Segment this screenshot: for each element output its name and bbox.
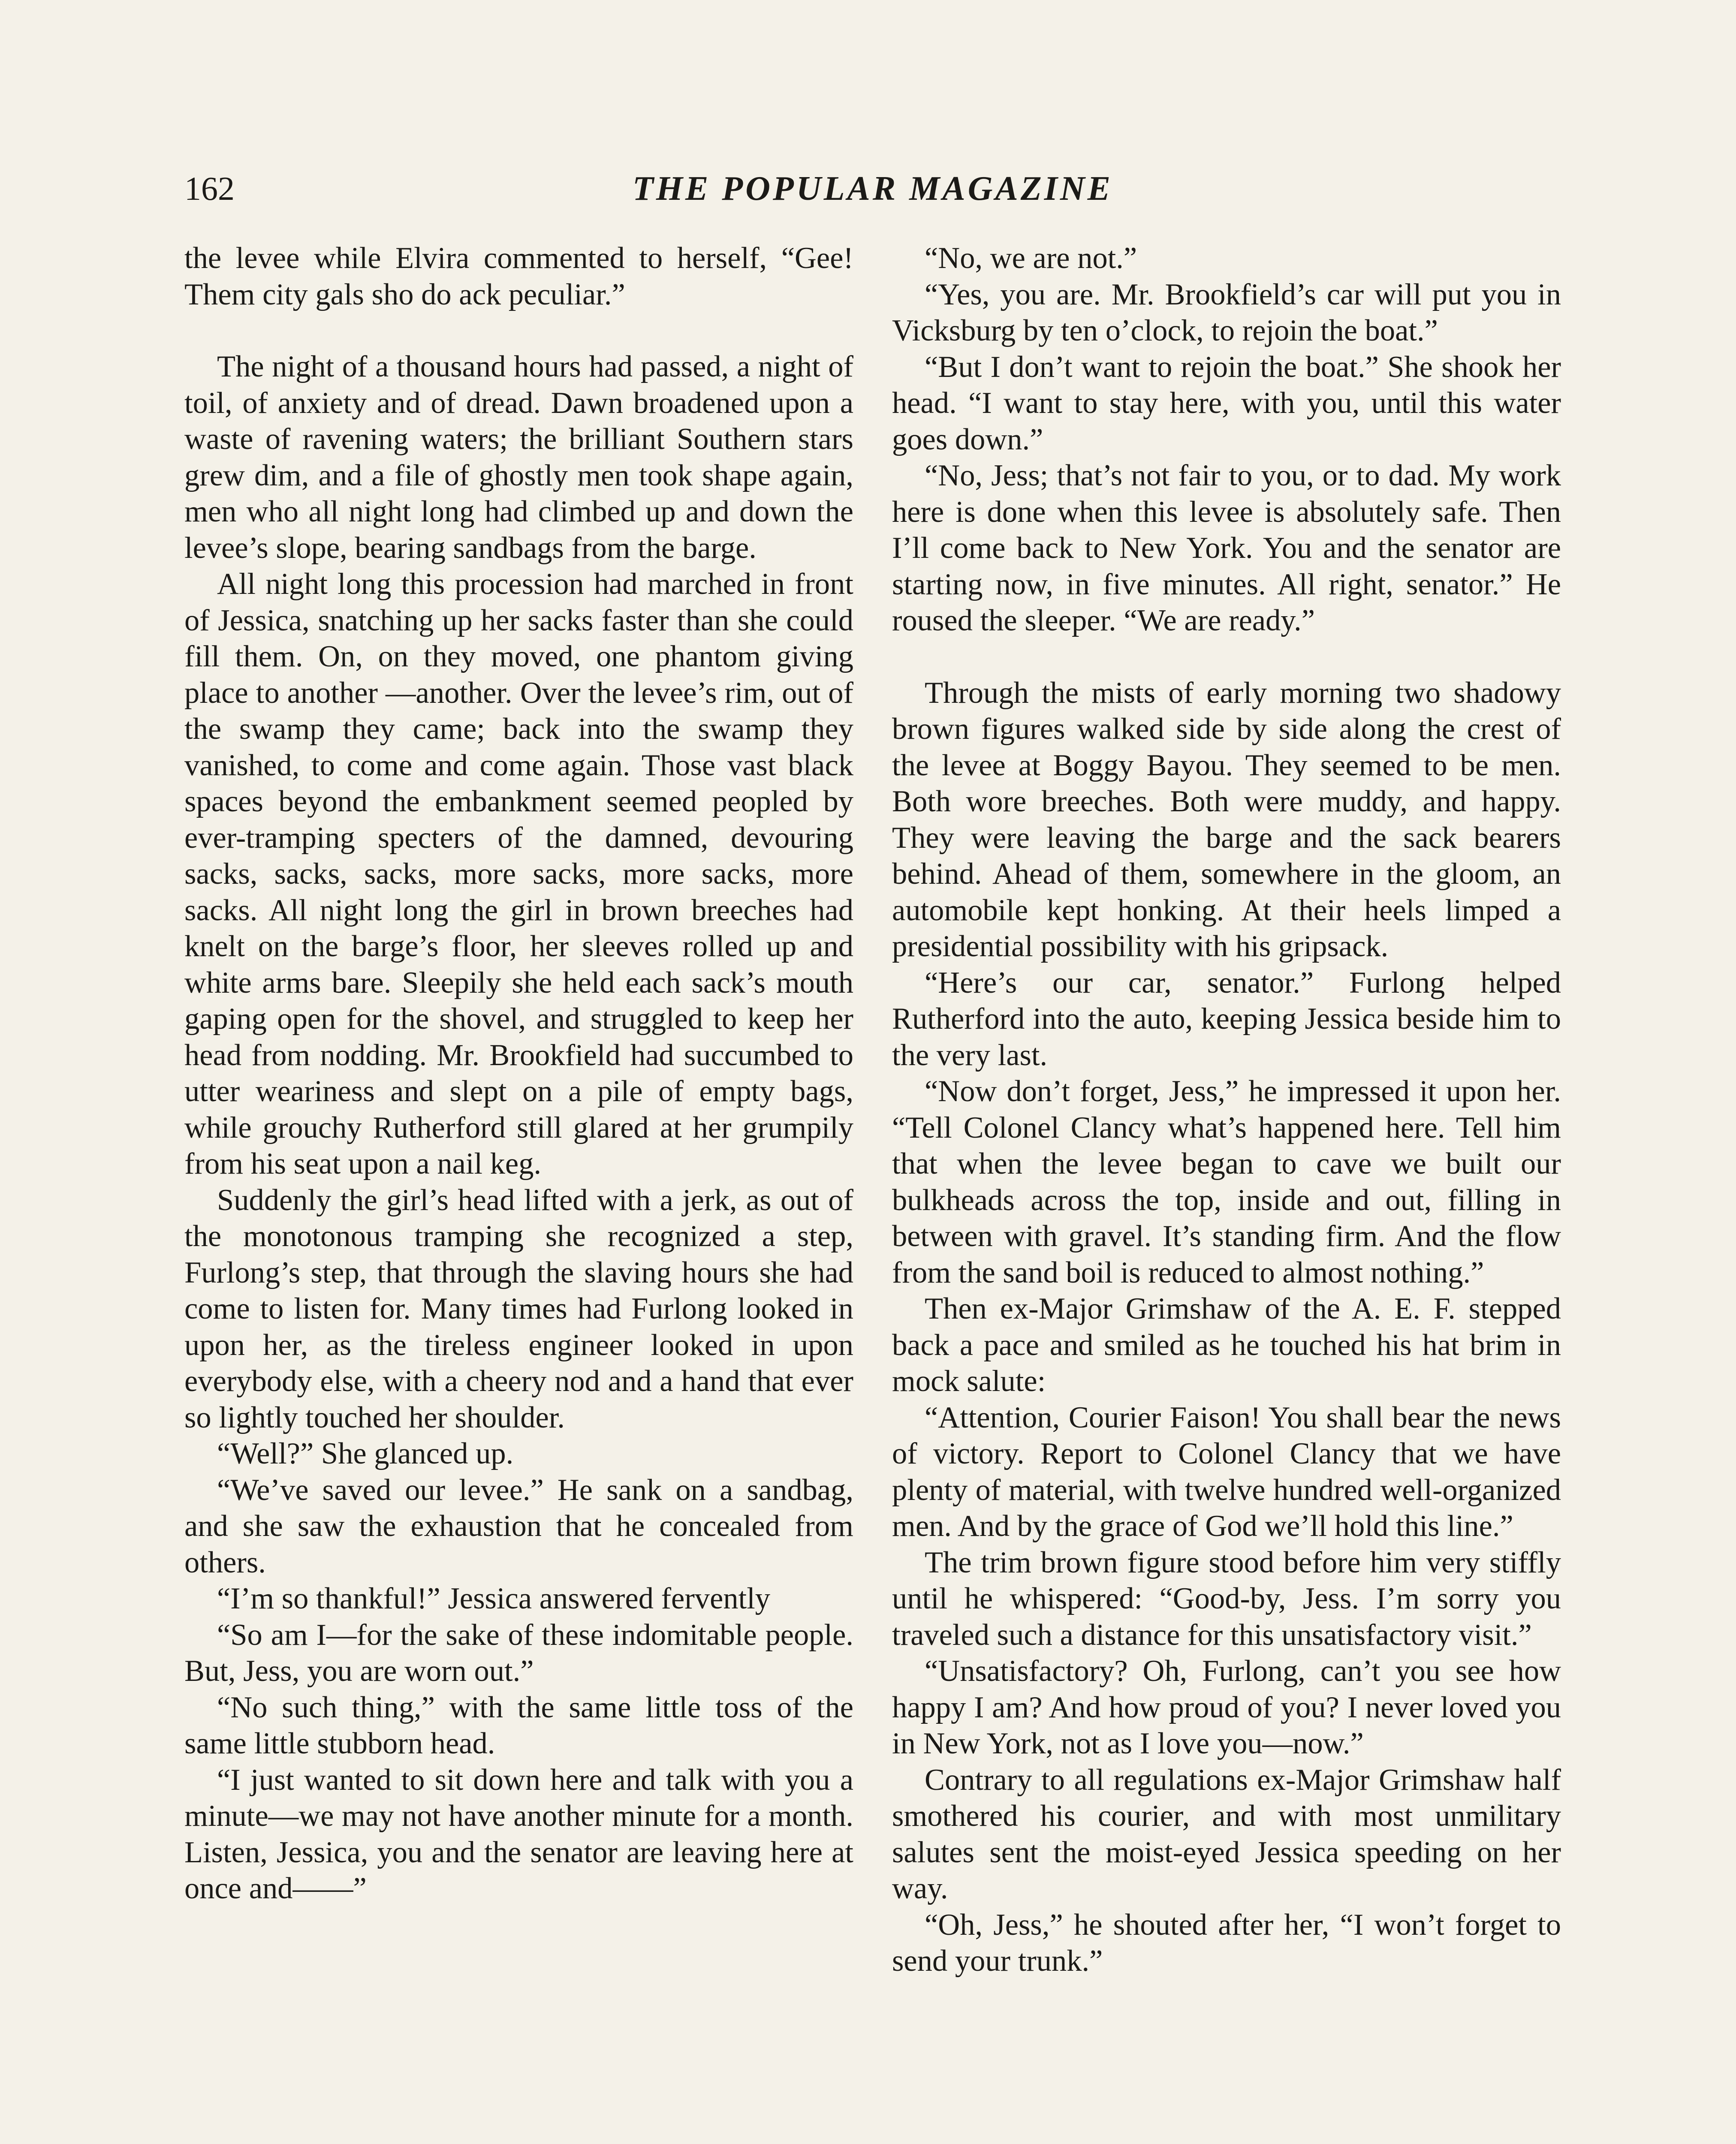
paragraph: “I just wanted to sit down here and talk with you a minute—we may not have another minute for a month. Listen, Jessica, you and the senator are leaving here at once and——” bbox=[184, 1763, 853, 1905]
page-number: 162 bbox=[184, 170, 235, 207]
paragraph: “I’m so thankful!” Jessica answered fervently bbox=[217, 1582, 771, 1615]
paragraph: “We’ve saved our levee.” He sank on a sandbag, and she saw the exhaustion that he concealed from others. bbox=[184, 1473, 853, 1579]
right-column bbox=[892, 240, 1561, 1979]
running-title: THE POPULAR MAGAZINE bbox=[632, 170, 1113, 208]
paragraph: Contrary to all regulations ex-Major Grimshaw half smothered his courier, and with most unmilitary salutes sent the moist-eyed Jessica speeding on her way. bbox=[892, 1763, 1561, 1905]
left-column bbox=[184, 240, 853, 1907]
paragraph: “But I don’t want to rejoin the boat.” She shook her head. “I want to stay here, with you, until this water goes down.” bbox=[892, 350, 1561, 456]
paragraph: “No, we are not.” bbox=[925, 241, 1137, 275]
paragraph: Suddenly the girl’s head lifted with a jerk, as out of the monotonous tramping she recognized a step, Furlong’s step, that through the slaving hours she had come to listen for. Many times had Furlong looked in upon her, as the tireless engineer looked in upon everybody else, with a cheery nod and a hand that ever so lightly touched her shoulder. bbox=[184, 1183, 853, 1434]
paragraph: the levee while Elvira commented to herself, “Gee! Them city gals sho do ack peculiar.” bbox=[184, 241, 853, 311]
paragraph: “Here’s our car, senator.” Furlong helped Rutherford into the auto, keeping Jessica beside him to the very last. bbox=[892, 966, 1561, 1072]
paragraph: “Now don’t forget, Jess,” he impressed it upon her. “Tell Colonel Clancy what’s happened here. Tell him that when the levee began to cave we built our bulkheads across the top, inside and out, filling in between with gravel. It’s standing firm. And the flow from the sand boil is reduced to almost nothing.” bbox=[892, 1075, 1561, 1289]
paragraph: “Well?” She glanced up. bbox=[217, 1437, 514, 1470]
paragraph: “No, Jess; that’s not fair to you, or to dad. My work here is done when this levee is absolutely safe. Then I’ll come back to New York. You and the senator are starting now, in five minutes. All right, senator.” He roused the sleeper. “We are ready.” bbox=[892, 459, 1561, 637]
paragraph: The trim brown figure stood before him very stiffly until he whispered: “Good-by, Jess. I’m sorry you traveled such a distance for this unsatisfactory visit.” bbox=[892, 1545, 1561, 1652]
paragraph: “Attention, Courier Faison! You shall bear the news of victory. Report to Colonel Clancy that we have plenty of material, with twelve hundred well-organized men. And by the grace of God we’ll hold this line.” bbox=[892, 1400, 1561, 1543]
paragraph: “Yes, you are. Mr. Brookfield’s car will put you in Vicksburg by ten o’clock, to rejoin the boat.” bbox=[892, 277, 1561, 347]
paragraph: “Unsatisfactory? Oh, Furlong, can’t you see how happy I am? And how proud of you? I never loved you in New York, not as I love you—now.” bbox=[892, 1654, 1561, 1760]
paragraph: Then ex-Major Grimshaw of the A. E. F. stepped back a pace and smiled as he touched his hat brim in mock salute: bbox=[892, 1292, 1561, 1398]
paragraph: “Oh, Jess,” he shouted after her, “I won’t forget to send your trunk.” bbox=[892, 1908, 1561, 1978]
paragraph: “No such thing,” with the same little toss of the same little stubborn head. bbox=[184, 1690, 853, 1760]
paragraph: All night long this procession had marched in front of Jessica, snatching up her sacks faster than she could fill them. On, on they moved, one phantom giving place to another —another. Over the levee’s rim, out of the swamp they came; back into the swamp they vanished, to come and come again. Those vast black spaces beyond the embankment seemed peopled by ever-tramping specters of the damned, devouring sacks, sacks, sacks, more sacks, more sacks, more sacks. All night long the girl in brown breeches had knelt on the barge’s floor, her sleeves rolled up and white arms bare. Sleepily she held each sack’s mouth gaping open for the shovel, and struggled to keep her head from nodding. Mr. Brookfield had succumbed to utter weariness and slept on a pile of empty bags, while grouchy Rutherford still glared at her grumpily from his seat upon a nail keg. bbox=[184, 567, 853, 1180]
paragraph: Through the mists of early morning two shadowy brown figures walked side by side along the crest of the levee at Boggy Bayou. They seemed to be men. Both wore breeches. Both were muddy, and happy. They were leaving the barge and the sack bearers behind. Ahead of them, somewhere in the gloom, an automobile kept honking. At their heels limped a presidential possibility with his gripsack. bbox=[892, 676, 1561, 963]
page-header bbox=[184, 163, 1561, 214]
paragraph: The night of a thousand hours had passed, a night of toil, of anxiety and of dread. Dawn broadened upon a waste of ravening waters; the brilliant Southern stars grew dim, and a file of ghostly men took shape again, men who all night long had climbed up and down the levee’s slope, bearing sandbags from the barge. bbox=[184, 350, 853, 565]
paragraph: “So am I—for the sake of these indomitable people. But, Jess, you are worn out.” bbox=[184, 1618, 853, 1688]
